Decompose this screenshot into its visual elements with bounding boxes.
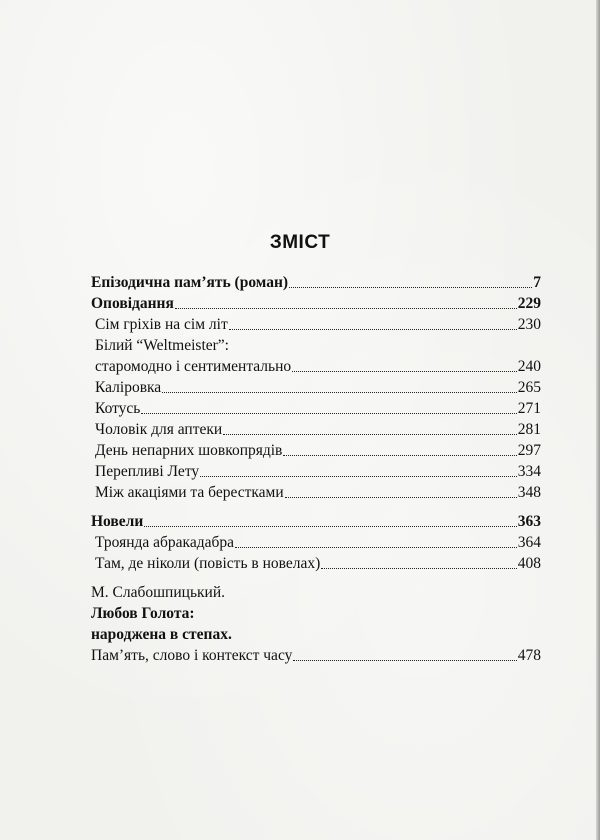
toc-entry (91, 419, 541, 440)
toc-entry-title: Сім гріхів на сім літ (95, 316, 228, 333)
toc-entry-page: 363 (517, 513, 541, 530)
toc-entry-title: Оповідання (91, 295, 174, 312)
toc-entry-title: Між акаціями та берестками (95, 484, 284, 501)
toc-leader-dots (285, 496, 517, 498)
toc-entry (91, 440, 541, 461)
toc-entry-page: 334 (517, 463, 541, 480)
toc-entry (91, 482, 541, 503)
toc-entry-title: Пам’ять, слово і контекст часу (91, 647, 293, 664)
toc-leader-dots (141, 412, 516, 414)
toc-entry (91, 532, 541, 553)
table-of-contents (91, 272, 541, 666)
toc-leader-dots (293, 659, 516, 661)
toc-leader-dots (283, 454, 516, 456)
toc-entry-page: 265 (517, 379, 541, 396)
toc-leader-dots (223, 433, 517, 435)
section-gap (91, 503, 541, 511)
toc-entry-page: 364 (517, 534, 541, 551)
toc-entry-page: 478 (517, 647, 541, 664)
toc-leader-dots (175, 307, 517, 309)
toc-entry-page: 7 (533, 274, 541, 291)
toc-entry-title: Епізодична пам’ять (роман) (91, 274, 289, 291)
page-edge-shadow (596, 0, 600, 840)
toc-entry-title: Новели (91, 513, 144, 530)
toc-leader-dots (162, 391, 517, 393)
toc-leader-dots (289, 286, 532, 288)
toc-entry-part-novellas (91, 511, 541, 532)
toc-entry-page: 281 (517, 421, 541, 438)
page-title: ЗМІСТ (269, 232, 331, 253)
toc-entry (91, 377, 541, 398)
toc-entry-part-novel (91, 272, 541, 293)
toc-entry-title-line: Білий “Weltmeister”: (95, 337, 229, 354)
afterword-author: М. Слабошпицький. (91, 584, 226, 601)
toc-entry-part-stories (91, 293, 541, 314)
toc-entry-page: 271 (517, 400, 541, 417)
toc-entry-title: Котусь (95, 400, 141, 417)
toc-entry-page: 348 (517, 484, 541, 501)
toc-leader-dots (144, 525, 516, 527)
toc-entry-page: 229 (517, 295, 541, 312)
toc-leader-dots (235, 546, 517, 548)
toc-leader-dots (321, 567, 516, 569)
toc-leader-dots (200, 475, 517, 477)
toc-entry-page: 240 (517, 358, 541, 375)
toc-entry-page: 297 (517, 442, 541, 459)
toc-entry-title: Чоловік для аптеки (95, 421, 223, 438)
toc-entry-title: Там, де ніколи (повість в новелах) (95, 555, 321, 572)
toc-entry-title: старомодно і сентиментально (95, 358, 292, 375)
afterword-title-line-1: Любов Голота: (91, 605, 195, 622)
afterword-title-line-2: народжена в степах. (91, 626, 232, 643)
toc-entry-title: Перепливі Лету (95, 463, 200, 480)
toc-entry-title: День непарних шовкопрядів (95, 442, 283, 459)
toc-entry (91, 461, 541, 482)
toc-entry-title: Каліровка (95, 379, 162, 396)
toc-entry-page: 230 (517, 316, 541, 333)
toc-entry (91, 553, 541, 574)
toc-entry (91, 398, 541, 419)
toc-leader-dots (229, 328, 517, 330)
toc-entry-page: 408 (517, 555, 541, 572)
toc-entry (91, 356, 541, 377)
toc-entry-afterword (91, 645, 541, 666)
section-gap (91, 574, 541, 582)
toc-entry (91, 314, 541, 335)
toc-leader-dots (292, 370, 517, 372)
toc-entry-title: Троянда абракадабра (95, 534, 235, 551)
